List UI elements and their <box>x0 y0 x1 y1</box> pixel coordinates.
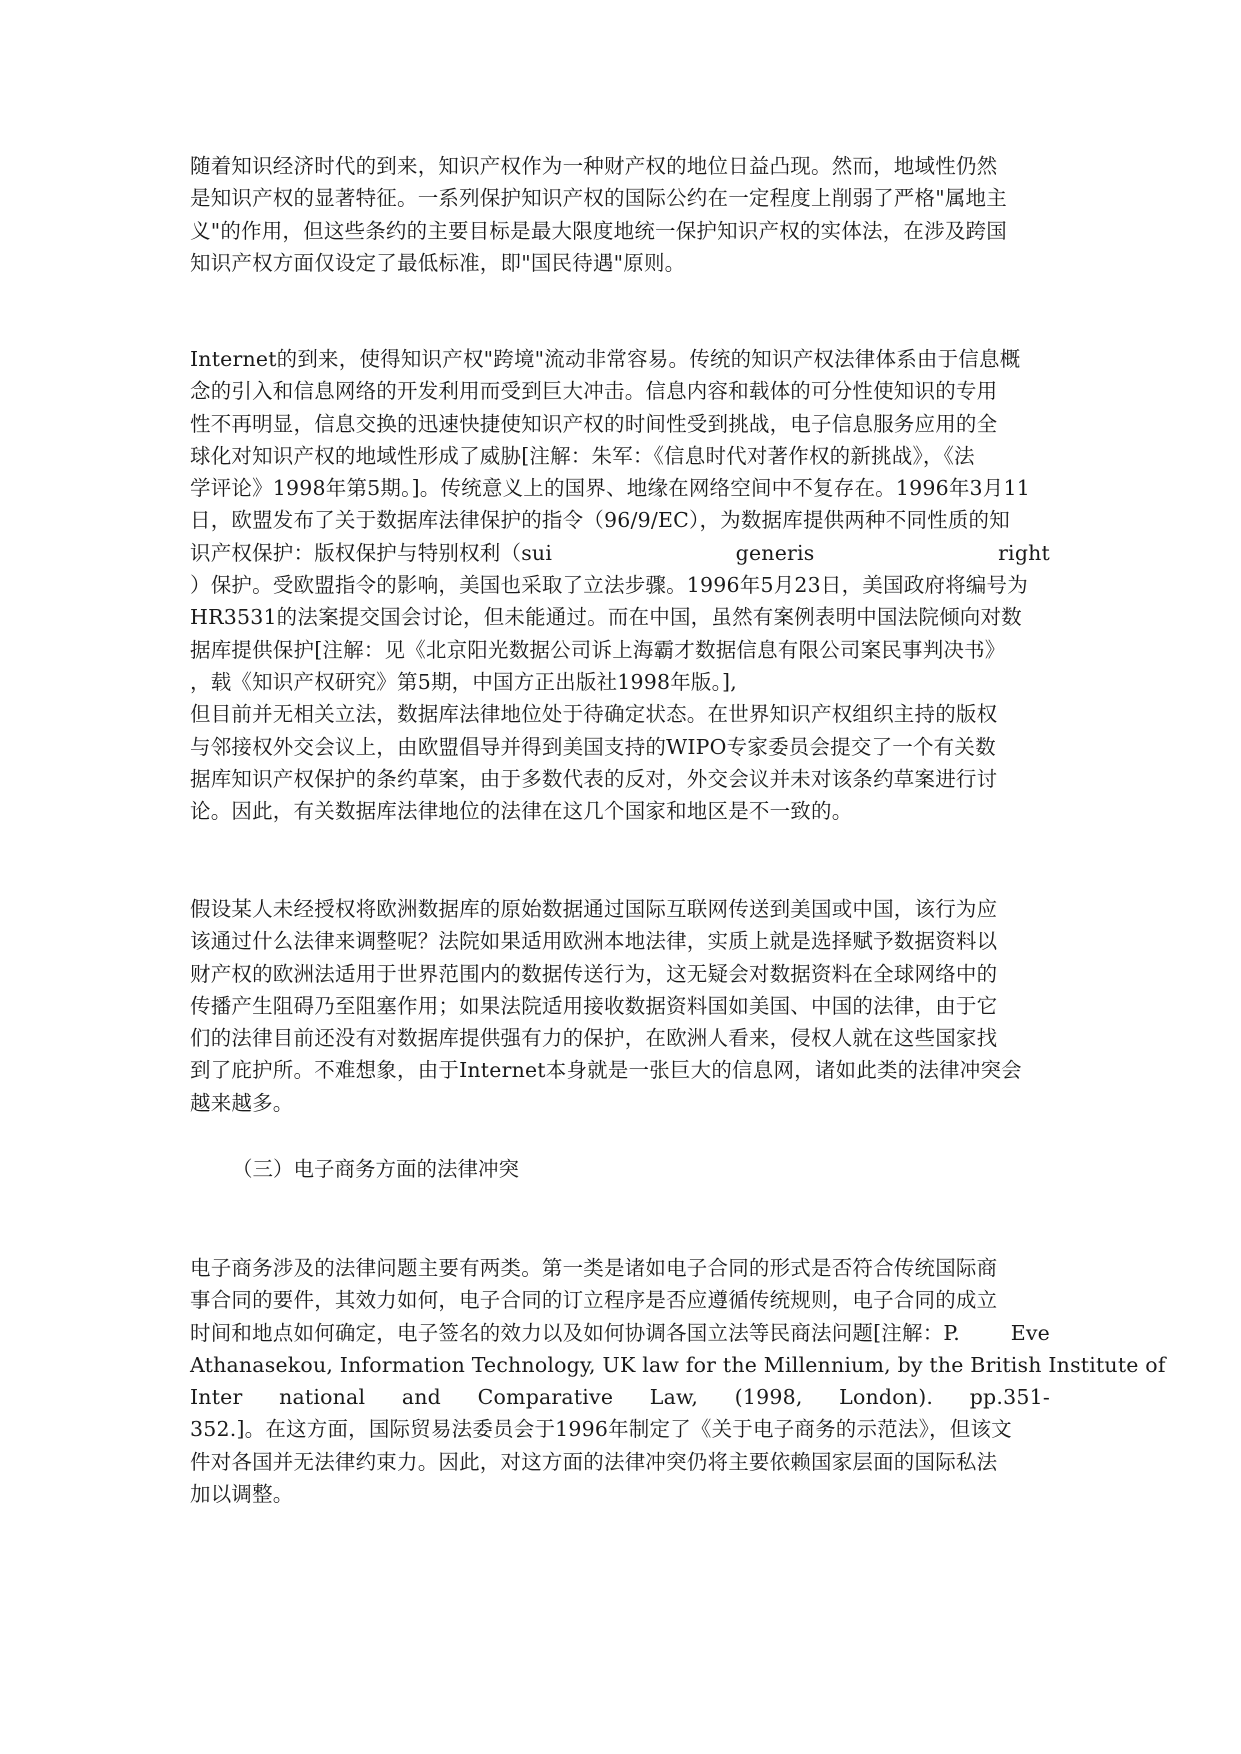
text-line: 越来越多。 <box>190 1090 294 1115</box>
paragraph-internet-database <box>190 343 1050 827</box>
paragraph-ip-territoriality <box>190 150 1050 279</box>
text-word: 识产权保护：版权保护与特别权利（sui <box>190 540 553 565</box>
text-line: 但目前并无相关立法，数据库法律地位处于待确定状态。在世界知识产权组织主持的版权 <box>190 702 998 727</box>
text-line: 财产权的欧洲法适用于世界范围内的数据传送行为，这无疑会对数据资料在全球网络中的 <box>190 961 998 986</box>
text-line: ，载《知识产权研究》第5期，中国方正出版社1998年版。], <box>190 669 737 694</box>
text-word: (1998, <box>734 1385 803 1410</box>
text-word: London). <box>839 1385 934 1410</box>
text-word: Law, <box>649 1385 699 1410</box>
text-word: Comparative <box>477 1385 614 1410</box>
text-line: 据库知识产权保护的条约草案，由于多数代表的反对，外交会议并未对该条约草案进行讨 <box>190 766 998 791</box>
section-heading: （三）电子商务方面的法律冲突 <box>232 1157 519 1181</box>
text-line: 电子商务涉及的法律问题主要有两类。第一类是诸如电子合同的形式是否符合传统国际商 <box>190 1256 998 1280</box>
text-line: 据库提供保护[注解：见《北京阳光数据公司诉上海霸才数据信息有限公司案民事判决书》 <box>190 637 1006 662</box>
text-word: right <box>998 540 1050 565</box>
text-line-justified <box>190 1317 1050 1349</box>
text-line: 该通过什么法律来调整呢？法院如果适用欧洲本地法律，实质上就是选择赋予数据资料以 <box>190 929 998 954</box>
text-line: 加以调整。 <box>190 1482 294 1507</box>
text-line: 义"的作用，但这些条约的主要目标是最大限度地统一保护知识产权的实体法，在涉及跨国 <box>190 218 1007 243</box>
text-line: 件对各国并无法律约束力。因此，对这方面的法律冲突仍将主要依赖国家层面的国际私法 <box>190 1449 998 1474</box>
text-line: ）保护。受欧盟指令的影响，美国也采取了立法步骤。1996年5月23日，美国政府将编号为 <box>190 573 1028 598</box>
text-line: HR3531的法案提交国会讨论，但未能通过。而在中国，虽然有案例表明中国法院倾向对数 <box>190 605 1022 630</box>
text-line: 传播产生阻碍乃至阻塞作用；如果法院适用接收数据资料国如美国、中国的法律，由于它 <box>190 993 998 1018</box>
text-line: 352.]。在这方面，国际贸易法委员会于1996年制定了《关于电子商务的示范法》，但该文 <box>190 1417 1012 1442</box>
text-word: generis <box>735 540 815 565</box>
text-line: 念的引入和信息网络的开发利用而受到巨大冲击。信息内容和载体的可分性使知识的专用 <box>190 379 998 404</box>
text-word: Eve <box>1010 1320 1050 1345</box>
text-word: national <box>279 1385 366 1410</box>
text-line: 事合同的要件，其效力如何，电子合同的订立程序是否应遵循传统规则，电子合同的成立 <box>190 1288 998 1313</box>
text-word: and <box>401 1385 442 1410</box>
text-line: 是知识产权的显著特征。一系列保护知识产权的国际公约在一定程度上削弱了严格"属地主 <box>190 186 1007 211</box>
text-line: 知识产权方面仅设定了最低标准，即"国民待遇"原则。 <box>190 250 686 275</box>
paragraph-ecommerce <box>190 1252 1166 1510</box>
text-line: 与邻接权外交会议上，由欧盟倡导并得到美国支持的WIPO专家委员会提交了一个有关数 <box>190 734 996 759</box>
text-line: 们的法律目前还没有对数据库提供强有力的保护，在欧洲人看来，侵权人就在这些国家找 <box>190 1026 998 1051</box>
text-line: 球化对知识产权的地域性形成了威胁[注解：朱军：《信息时代对著作权的新挑战》，《法 <box>190 443 975 468</box>
text-line: 随着知识经济时代的到来，知识产权作为一种财产权的地位日益凸现。然而，地域性仍然 <box>190 154 998 178</box>
text-word: Inter <box>190 1385 243 1410</box>
text-word: pp.351- <box>969 1385 1050 1410</box>
text-line: 学评论》1998年第5期。]。传统意义上的国界、地缘在网络空间中不复存在。1996年3月11 <box>190 476 1030 501</box>
text-line-justified <box>190 1381 1050 1413</box>
text-word: 时间和地点如何确定，电子签名的效力以及如何协调各国立法等民商法问题[注解：P. <box>190 1320 960 1345</box>
text-line: Athanasekou, Information Technology, UK law for the Millennium, by the British Institute of <box>190 1352 1166 1377</box>
text-line: 到了庇护所。不难想象，由于Internet本身就是一张巨大的信息网，诸如此类的法律冲突会 <box>190 1058 1022 1083</box>
text-line: 假设某人未经授权将欧洲数据库的原始数据通过国际互联网传送到美国或中国，该行为应 <box>190 897 998 921</box>
text-line: 日，欧盟发布了关于数据库法律保护的指令（96/9/EC），为数据库提供两种不同性质的知 <box>190 508 1010 533</box>
text-line-justified <box>190 537 1050 569</box>
text-line: 性不再明显，信息交换的迅速快捷使知识产权的时间性受到挑战，电子信息服务应用的全 <box>190 411 998 436</box>
text-line: Internet的到来，使得知识产权"跨境"流动非常容易。传统的知识产权法律体系由于信息概 <box>190 347 1021 371</box>
paragraph-conflict-example <box>190 893 1050 1119</box>
text-line: 论。因此，有关数据库法律地位的法律在这几个国家和地区是不一致的。 <box>190 799 853 824</box>
